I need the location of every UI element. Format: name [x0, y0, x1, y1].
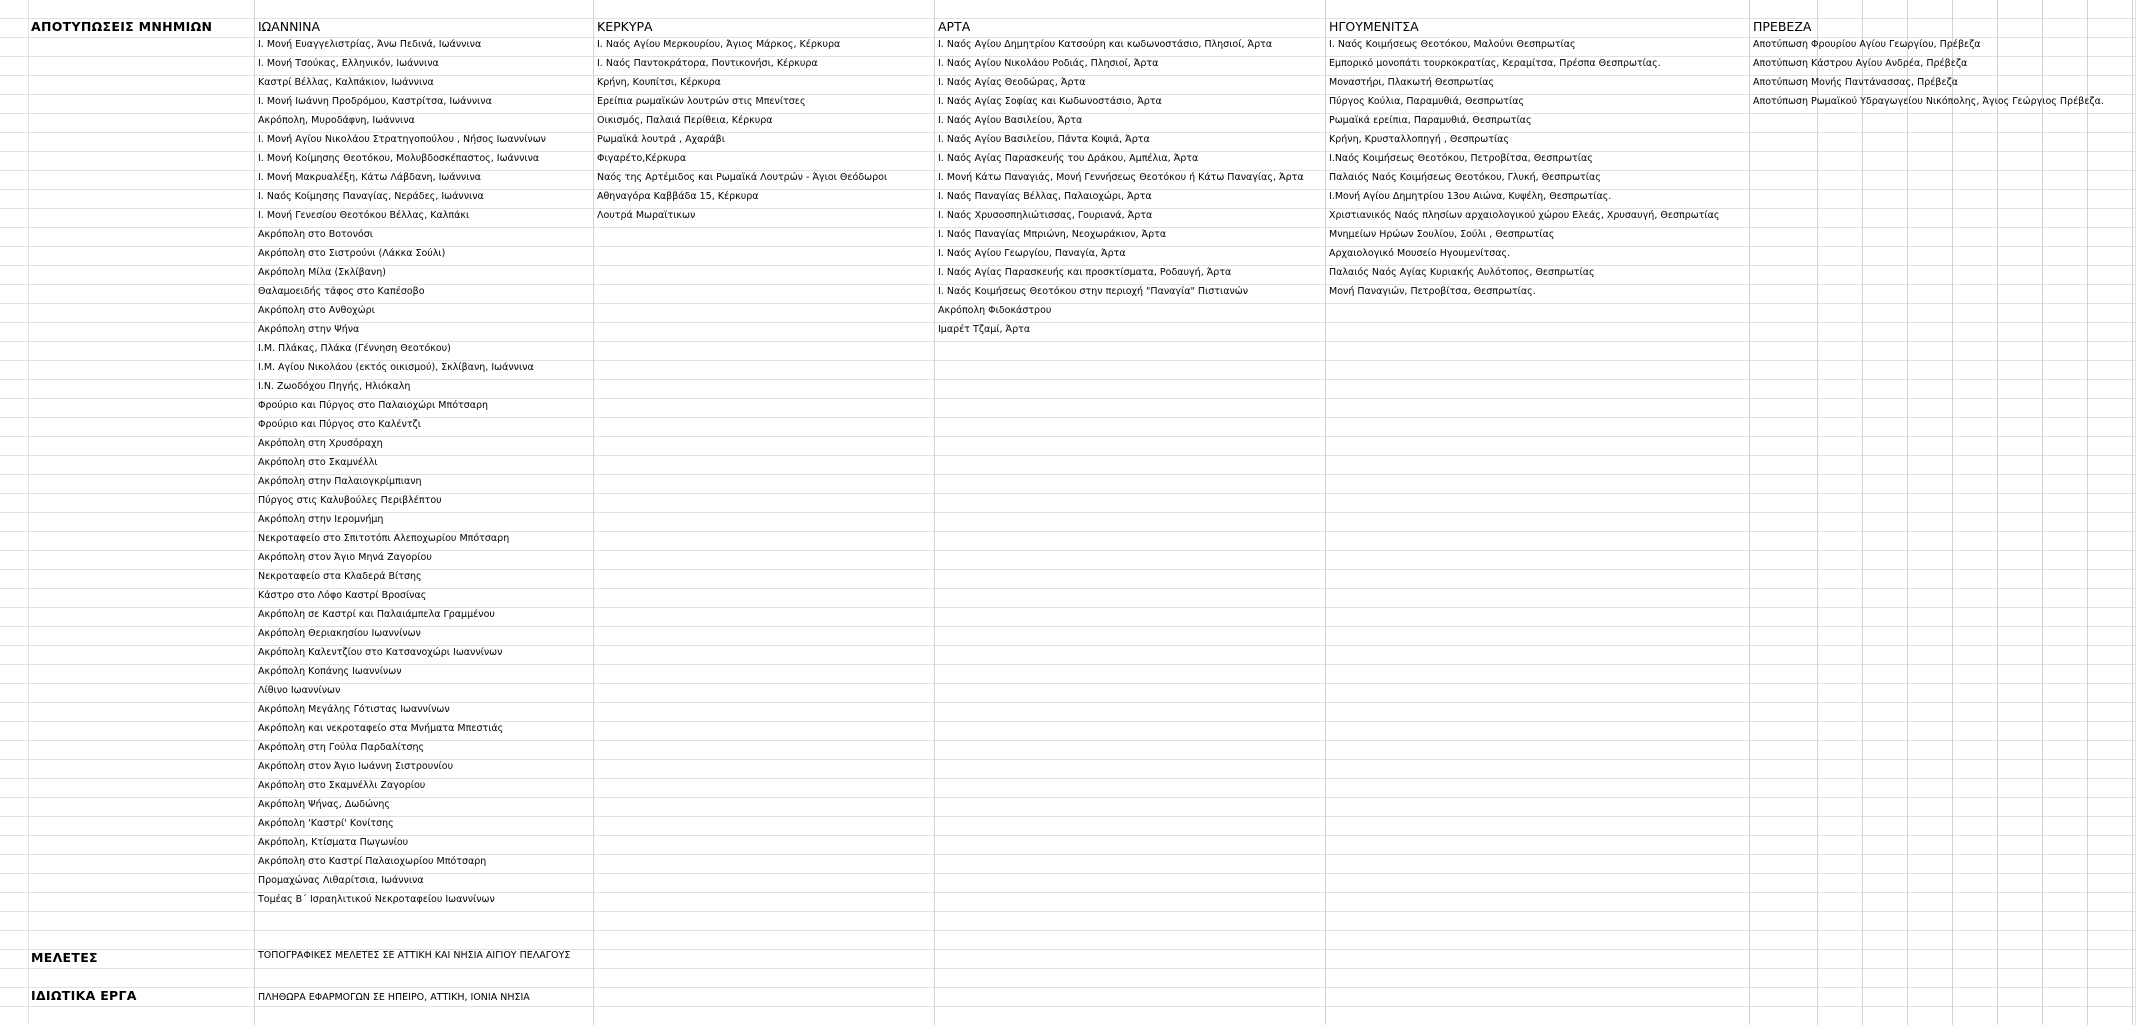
table-cell[interactable]: Ι.Μονή Αγίου Δημητρίου 13ου Αιώνα, Κυψέλη, Θεσπρωτίας. — [1329, 191, 1612, 202]
table-cell[interactable]: Τομέας Β΄ Ισραηλιτικού Νεκροταφείου Ιωαννίνων — [258, 894, 495, 905]
table-cell[interactable]: Ι.Ν. Ζωοδόχου Πηγής, Ηλιόκαλη — [258, 381, 411, 392]
table-cell[interactable]: Αποτύπωση Φρουρίου Αγίου Γεωργίου, Πρέβεζα — [1753, 39, 1981, 50]
table-cell[interactable]: Ι. Ναός Αγίας Παρασκευής και προσκτίσματα, Ροδαυγή, Άρτα — [938, 267, 1232, 278]
table-cell[interactable]: Ι. Ναός Αγίου Γεωργίου, Παναγία, Άρτα — [938, 248, 1126, 259]
table-cell[interactable]: Μνημείων Ηρώων Σουλίου, Σούλι , Θεσπρωτίας — [1329, 229, 1555, 240]
table-cell[interactable]: Ακρόπολη σε Καστρί και Παλαιάμπελα Γραμμένου — [258, 609, 495, 620]
table-cell[interactable]: Ι. Μονή Ιωάννη Προδρόμου, Καστρίτσα, Ιωάννινα — [258, 96, 492, 107]
table-cell[interactable]: Φρούριο και Πύργος στο Παλαιοχώρι Μπότσαρη — [258, 400, 489, 411]
table-cell[interactable]: Αρχαιολογικό Μουσείο Ηγουμενίτσας. — [1329, 248, 1511, 259]
column-header[interactable]: ΠΡΕΒΕΖΑ — [1753, 19, 1812, 34]
table-cell[interactable]: Ακρόπολη Κοπάνης Ιωαννίνων — [258, 666, 402, 677]
table-cell[interactable]: Ακρόπολη στο Βοτονόσι — [258, 229, 373, 240]
col-divider — [1749, 0, 1750, 1025]
table-cell[interactable]: Ακρόπολη 'Καστρί' Κονίτσης — [258, 818, 394, 829]
table-cell[interactable]: Ακρόπολη στο Σκαμνέλλι — [258, 457, 378, 468]
table-cell[interactable]: Ι. Μονή Γενεσίου Θεοτόκου Βέλλας, Καλπάκι — [258, 210, 470, 221]
table-cell[interactable]: Αθηναγόρα Καββάδα 15, Κέρκυρα — [597, 191, 759, 202]
table-cell[interactable]: Ι. Ναός Αγίου Δημητρίου Κατσούρη και κωδωνοστάσιο, Πλησιοί, Άρτα — [938, 39, 1273, 50]
table-cell[interactable]: Κρήνη, Κρυσταλλοπηγή , Θεσπρωτίας — [1329, 134, 1510, 145]
studies-label: ΜΕΛΕΤΕΣ — [31, 950, 98, 965]
table-cell[interactable]: Καστρί Βέλλας, Καλπάκιον, Ιωάννινα — [258, 77, 434, 88]
table-cell[interactable]: Ακρόπολη Καλεντζίου στο Κατσανοχώρι Ιωαννίνων — [258, 647, 503, 658]
table-cell[interactable]: Ναός της Αρτέμιδος και Ρωμαϊκά Λουτρών - Άγιοι Θεόδωροι — [597, 172, 888, 183]
col-divider — [934, 0, 935, 1025]
table-cell[interactable]: Ι. Ναός Χρυσοσπηλιώτισσας, Γουριανά, Άρτα — [938, 210, 1153, 221]
table-cell[interactable]: Ακρόπολη Φιδοκάστρου — [938, 305, 1052, 316]
table-cell[interactable]: Παλαιός Ναός Κοιμήσεως Θεοτόκου, Γλυκή, Θεσπρωτίας — [1329, 172, 1601, 183]
table-cell[interactable]: Ι. Μονή Αγίου Νικολάου Στρατηγοπούλου , Νήσος Ιωαννίνων — [258, 134, 546, 145]
table-cell[interactable]: Κρήνη, Κουπίτσι, Κέρκυρα — [597, 77, 721, 88]
table-cell[interactable]: Φιγαρέτο,Κέρκυρα — [597, 153, 687, 164]
table-cell[interactable]: Οικισμός, Παλαιά Περίθεια, Κέρκυρα — [597, 115, 773, 126]
table-cell[interactable]: Ι. Ναός Αγίας Θεοδώρας, Άρτα — [938, 77, 1086, 88]
table-cell[interactable]: Ακρόπολη στη Γούλα Παρδαλίτσης — [258, 742, 425, 753]
main-section-label: ΑΠΟΤΥΠΩΣΕΙΣ ΜΝΗΜΙΩΝ — [31, 19, 213, 34]
table-cell[interactable]: Ι. Μονή Ευαγγελιστρίας, Άνω Πεδινά, Ιωάννινα — [258, 39, 482, 50]
table-cell[interactable]: Ερείπια ρωμαϊκών λουτρών στις Μπενίτσες — [597, 96, 806, 107]
table-cell[interactable]: Μοναστήρι, Πλακωτή Θεσπρωτίας — [1329, 77, 1495, 88]
table-cell[interactable]: Λίθινο Ιωαννίνων — [258, 685, 341, 696]
col-divider — [1325, 0, 1326, 1025]
table-cell[interactable]: Ακρόπολη Μίλα (Σκλίβανη) — [258, 267, 386, 278]
table-cell[interactable]: Ι. Ναός Αγίου Μερκουρίου, Άγιος Μάρκος, Κέρκυρα — [597, 39, 841, 50]
col-divider — [2132, 0, 2133, 1025]
table-cell[interactable]: Ι. Μονή Κοίμησης Θεοτόκου, Μολυβδοσκέπαστος, Ιωάννινα — [258, 153, 540, 164]
col-divider — [1817, 0, 1818, 1025]
col-divider — [593, 0, 594, 1025]
table-cell[interactable]: Ακρόπολη στον Άγιο Ιωάννη Σιστρουνίου — [258, 761, 454, 772]
table-cell[interactable]: Ι. Ναός Αγίας Σοφίας και Κωδωνοστάσιο, Άρτα — [938, 96, 1162, 107]
table-cell[interactable]: Ακρόπολη Θεριακησίου Ιωαννίνων — [258, 628, 421, 639]
table-cell[interactable]: Λουτρά Μωραϊτικων — [597, 210, 696, 221]
table-cell[interactable]: Αποτύπωση Ρωμαϊκού Υδραγωγείου Νικόπολης, Άγιος Γεώργιος Πρέβεζα. — [1753, 96, 2104, 107]
table-cell[interactable]: Ρωμαϊκά ερείπια, Παραμυθιά, Θεσπρωτίας — [1329, 115, 1532, 126]
table-cell[interactable]: Ι. Ναός Κοίμησης Παναγίας, Νεράδες, Ιωάννινα — [258, 191, 484, 202]
table-cell[interactable]: Ακρόπολη στο Ανθοχώρι — [258, 305, 375, 316]
table-cell[interactable]: Ι. Μονή Κάτω Παναγιάς, Μονή Γεννήσεως Θεοτόκου ή Κάτω Παναγίας, Άρτα — [938, 172, 1304, 183]
table-cell[interactable]: Ακρόπολη, Μυροδάφνη, Ιωάννινα — [258, 115, 415, 126]
table-cell[interactable]: Ακρόπολη Μεγάλης Γότιστας Ιωαννίνων — [258, 704, 450, 715]
table-cell[interactable]: Μονή Παναγιών, Πετροβίτσα, Θεσπρωτίας. — [1329, 286, 1536, 297]
table-cell[interactable]: Πύργος Κούλια, Παραμυθιά, Θεσπρωτίας — [1329, 96, 1525, 107]
col-divider — [1997, 0, 1998, 1025]
table-cell[interactable]: Ακρόπολη και νεκροταφείο στα Μνήματα Μπεστιάς — [258, 723, 504, 734]
studies-value[interactable]: ΤΟΠΟΓΡΑΦΙΚΕΣ ΜΕΛΕΤΕΣ ΣΕ ΑΤΤΙΚΗ ΚΑΙ ΝΗΣΙΑ ΑΙΓΙΟΥ ΠΕΛΑΓΟΥΣ — [258, 950, 571, 961]
table-cell[interactable]: Ι. Ναός Κοιμήσεως Θεοτόκου, Μαλούνι Θεσπρωτίας — [1329, 39, 1576, 50]
table-cell[interactable]: Ακρόπολη στην Παλαιογκρίμπιανη — [258, 476, 422, 487]
table-cell[interactable]: Νεκροταφείο στα Κλαδερά Βίτσης — [258, 571, 422, 582]
table-cell[interactable]: Θαλαμοειδής τάφος στο Καπέσοβο — [258, 286, 425, 297]
table-cell[interactable]: Ι. Ναός Παντοκράτορα, Ποντικονήσι, Κέρκυρα — [597, 58, 818, 69]
table-cell[interactable]: Ι. Ναός Αγίας Παρασκευής του Δράκου, Αμπέλια, Άρτα — [938, 153, 1199, 164]
table-cell[interactable]: Ι. Ναός Κοιμήσεως Θεοτόκου στην περιοχή "Παναγία" Πιστιανών — [938, 286, 1249, 297]
table-cell[interactable]: Ι. Ναός Αγίου Βασιλείου, Πάντα Κοψιά, Άρτα — [938, 134, 1150, 145]
col-divider — [1952, 0, 1953, 1025]
table-cell[interactable]: Ακρόπολη στην Ιερομνήμη — [258, 514, 384, 525]
table-cell[interactable]: Ακρόπολη, Κτίσματα Πωγωνίου — [258, 837, 409, 848]
table-cell[interactable]: Αποτύπωση Μονής Παντάνασσας, Πρέβεζα — [1753, 77, 1959, 88]
col-divider — [254, 0, 255, 1025]
col-divider — [2087, 0, 2088, 1025]
table-cell[interactable]: Ι. Ναός Αγίου Νικολάου Ροδιάς, Πλησιοί, Άρτα — [938, 58, 1159, 69]
column-header[interactable]: ΗΓΟΥΜΕΝΙΤΣΑ — [1329, 19, 1419, 34]
table-cell[interactable]: Ι. Μονή Τσούκας, Ελληνικόν, Ιωάννινα — [258, 58, 439, 69]
table-cell[interactable]: Ι. Ναός Παναγίας Μπριώνη, Νεοχωράκιον, Άρτα — [938, 229, 1167, 240]
private-works-label: ΙΔΙΩΤΙΚΑ ΕΡΓΑ — [31, 988, 137, 1003]
table-cell[interactable]: Ακρόπολη στο Σκαμνέλλι Ζαγορίου — [258, 780, 426, 791]
table-cell[interactable]: Προμαχώνας Λιθαρίτσια, Ιωάννινα — [258, 875, 424, 886]
table-cell[interactable]: Ι.Ναός Κοιμήσεως Θεοτόκου, Πετροβίτσα, Θεσπρωτίας — [1329, 153, 1593, 164]
table-cell[interactable]: Ι.Μ. Αγίου Νικολάου (εκτός οικισμού), Σκλίβανη, Ιωάννινα — [258, 362, 534, 373]
col-divider — [2042, 0, 2043, 1025]
col-divider — [1907, 0, 1908, 1025]
table-cell[interactable]: Ακρόπολη στην Ψήνα — [258, 324, 360, 335]
table-cell[interactable]: Κάστρο στο Λόφο Καστρί Βροσίνας — [258, 590, 427, 601]
table-cell[interactable]: Φρούριο και Πύργος στο Καλέντζι — [258, 419, 421, 430]
table-cell[interactable]: Εμπορικό μονοπάτι τουρκοκρατίας, Κεραμίτσα, Πρέσπα Θεσπρωτίας. — [1329, 58, 1661, 69]
column-header[interactable]: ΙΩΑΝΝΙΝΑ — [258, 19, 321, 34]
table-cell[interactable]: Αποτύπωση Κάστρου Αγίου Ανδρέα, Πρέβεζα — [1753, 58, 1968, 69]
table-cell[interactable]: Ι. Μονή Μακρυαλέξη, Κάτω Λάβδανη, Ιωάννινα — [258, 172, 482, 183]
table-cell[interactable]: Ι.Μ. Πλάκας, Πλάκα (Γέννηση Θεοτόκου) — [258, 343, 451, 354]
table-cell[interactable]: Ι. Ναός Αγίου Βασιλείου, Άρτα — [938, 115, 1083, 126]
column-header[interactable]: ΑΡΤΑ — [938, 19, 971, 34]
table-cell[interactable]: Ιμαρέτ Τζαμί, Άρτα — [938, 324, 1031, 335]
col-divider — [1862, 0, 1863, 1025]
table-cell[interactable]: Ι. Ναός Παναγίας Βέλλας, Παλαιοχώρι, Άρτα — [938, 191, 1152, 202]
table-cell[interactable]: Ακρόπολη στο Σιστρούνι (Λάκκα Σούλι) — [258, 248, 446, 259]
table-cell[interactable]: Ακρόπολη στη Χρυσόραχη — [258, 438, 383, 449]
table-cell[interactable]: Ακρόπολη στον Άγιο Μηνά Ζαγορίου — [258, 552, 432, 563]
column-header[interactable]: ΚΕΡΚΥΡΑ — [597, 19, 653, 34]
table-cell[interactable]: Ρωμαϊκά λουτρά , Αχαράβι — [597, 134, 725, 145]
table-cell[interactable]: Νεκροταφείο στο Σπιτοτόπι Αλεποχωρίου Μπότσαρη — [258, 533, 510, 544]
table-cell[interactable]: Χριστιανικός Ναός πλησίων αρχαιολογικού χώρου Ελεάς, Χρυσαυγή, Θεσπρωτίας — [1329, 210, 1720, 221]
private-works-value[interactable]: ΠΛΗΘΩΡΑ ΕΦΑΡΜΟΓΩΝ ΣΕ ΗΠΕΙΡΟ, ΑΤΤΙΚΗ, ΙΟΝΙΑ ΝΗΣΙΑ — [258, 992, 530, 1003]
table-cell[interactable]: Ακρόπολη στο Καστρί Παλαιοχωρίου Μπότσαρη — [258, 856, 487, 867]
table-cell[interactable]: Παλαιός Ναός Αγίας Κυριακής Αυλότοπος, Θεσπρωτίας — [1329, 267, 1595, 278]
table-cell[interactable]: Ακρόπολη Ψήνας, Δωδώνης — [258, 799, 390, 810]
table-cell[interactable]: Πύργος στις Καλυβούλες Περιβλέπτου — [258, 495, 442, 506]
